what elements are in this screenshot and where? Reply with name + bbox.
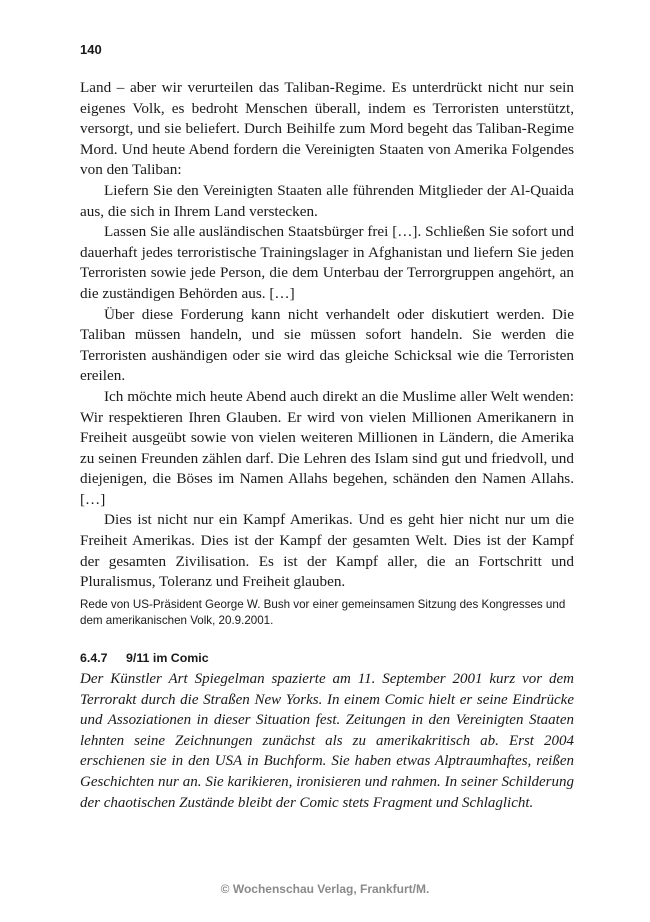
- source-citation: Rede von US-Präsident George W. Bush vor einer gemeinsamen Sitzung des Kongresses und dem amerikanischen Volk, 20.9.2001.: [80, 598, 566, 627]
- section: [80, 650, 574, 813]
- paragraph: Land – aber wir verurteilen das Taliban-Regime. Es unterdrückt nicht nur sein eigenes Volk, es bedroht Menschen überall, indem es Terroristen unterstützt, versorgt, und sie beliefert. Durch Beihilfe zum Mord begeht das Taliban-Regime Mord. Und heute Abend fordern die Vereinigten Staaten von Amerika Folgendes von den Taliban:: [80, 79, 574, 179]
- section-heading: [80, 650, 574, 666]
- paragraph: Ich möchte mich heute Abend auch direkt an die Muslime aller Welt wenden: Wir respektieren Ihren Glauben. Er wird von vielen Millionen Amerikanern in Freiheit ausgeübt sowie von vielen weiteren Millionen in Ländern, die Amerika zu seinen Freunden zählen darf. Die Lehren des Islam sind gut und friedvoll, und diejenigen, die Böses im Namen Allahs begehen, schänden den Namen Allahs. […]: [80, 387, 575, 508]
- section-number: 6.4.7: [80, 651, 108, 665]
- paragraph: Über diese Forderung kann nicht verhandelt oder diskutiert werden. Die Taliban müssen handeln, und sie müssen sofort handeln. Sie werden die Terroristen aushändigen oder sie wird das gleiche Schicksal wie die Terroristen ereilen.: [80, 305, 574, 385]
- section-title: 9/11 im Comic: [126, 651, 209, 665]
- paragraph: Liefern Sie den Vereinigten Staaten alle führenden Mitglieder der Al-Quaida aus, die sich in Ihrem Land verstecken.: [80, 181, 574, 220]
- page-number: 140: [80, 42, 102, 57]
- section-text: Der Künstler Art Spiegelman spazierte am 11. September 2001 kurz vor dem Terrorakt durch die Straßen New Yorks. In einem Comic hielt er seine Eindrücke und Assoziationen in dieser Situation fest. Zeitungen in den Vereinigten Staaten lehnten seine Zeichnungen zunächst als zu amerikakritisch ab. Erst 2004 erschienen sie in den USA in Buchform. Sie haben etwas Alptraumhaftes, reißen Geschichten nur an. Sie karikieren, ironisieren und rahmen. In seiner Schilderung der chaotischen Zustände bleibt der Comic stets Fragment und Schlaglicht.: [80, 671, 574, 811]
- paragraph: Dies ist nicht nur ein Kampf Amerikas. Und es geht hier nicht nur um die Freiheit Amerikas. Dies ist der Kampf der gesamten Welt. Dies ist der Kampf der gesamten Zivilisation. Es ist der Kampf aller, die an Fortschritt und Pluralismus, Toleranz und Freiheit glauben.: [80, 511, 574, 591]
- copyright-footer: © Wochenschau Verlag, Frankfurt/M.: [220, 882, 430, 896]
- speech-quote: [80, 78, 574, 593]
- paragraph: Lassen Sie alle ausländischen Staatsbürger frei […]. Schließen Sie sofort und dauerhaft jedes terroristische Trainingslager in Afghanistan und liefern Sie jeden Terroristen sowie jede Person, die dem Unterbau der Terrorgruppen angehört, an die zuständigen Behörden aus. […]: [80, 223, 574, 302]
